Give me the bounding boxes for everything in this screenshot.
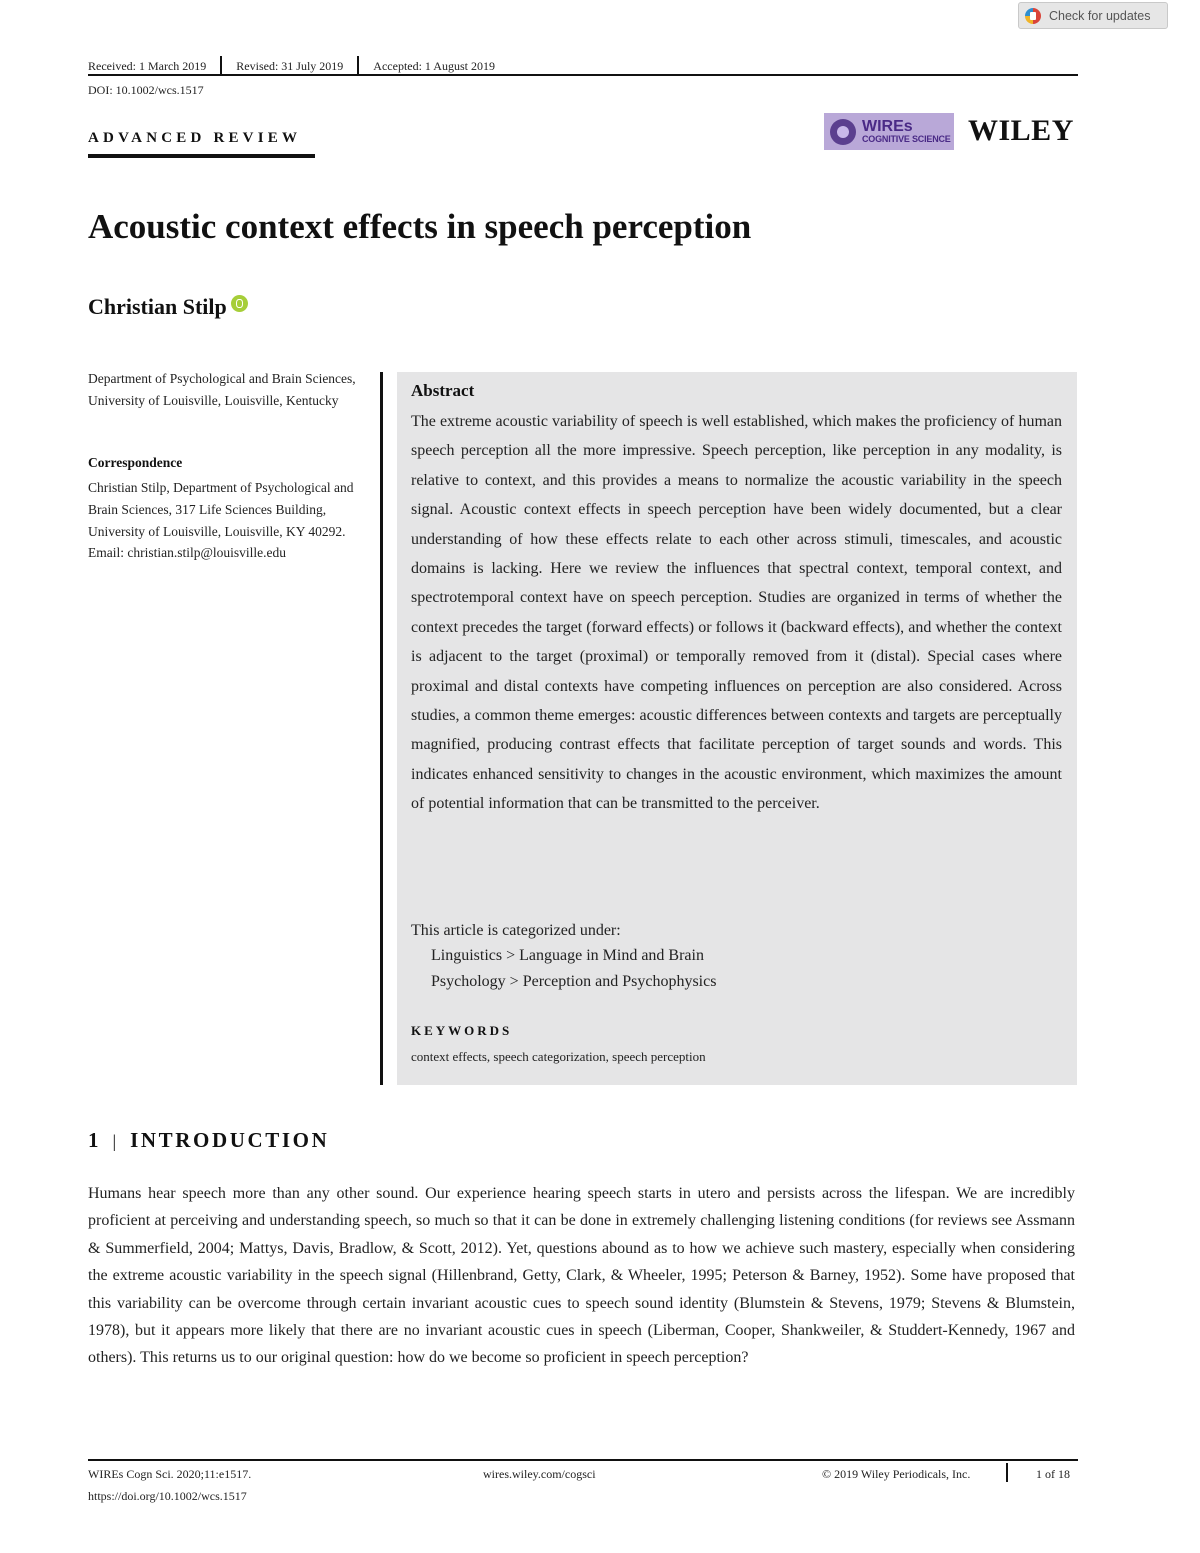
crossmark-icon [1025,8,1041,24]
section-number: 1 [88,1128,99,1152]
wires-logo-text: WIREs [862,118,913,135]
column-divider [380,372,383,1085]
wires-logo [824,113,954,150]
date-separator [357,56,359,76]
article-title: Acoustic context effects in speech perception [88,207,752,246]
page-number: 1 of 18 [1036,1467,1070,1481]
wires-emblem-icon [830,119,856,145]
correspondence-heading: Correspondence [88,455,183,470]
correspondence [88,477,378,564]
abstract-text: The extreme acoustic variability of speech is well established, which makes the proficiency of human speech perception all the more impressive. Speech perception, like perception in any modality, is relative to context, and this provides a means to normalize the acoustic variability in the speech signal. Acoustic context effects in speech perception have been widely documented, but a clear understanding of how these effects relate to each other across stimuli, timescales, and acoustic domains is lacking. Here we review the influences that spectral context, temporal context, and spectrotemporal context have on speech perception. Studies are organized in terms of whether the context precedes the target (forward effects) or follows it (backward effects), and whether the context is adjacent to the target (proximal) or temporally removed from it (distal). Special cases where proximal and distal contexts have competing influences on perception are also considered. Across studies, a common theme emerges: acoustic differences between contexts and targets are perceptually magnified, producing contrast effects that facilitate perception of target sounds and words. This indicates enhanced sensitivity to changes in the acoustic environment, which maximizes the amount of potential information that can be transmitted to the perceiver. [411,413,1062,813]
section-title: INTRODUCTION [130,1128,330,1152]
category-item[interactable]: Psychology > Perception and Psychophysics [431,973,717,990]
date-separator [220,56,222,76]
article-type-underline [88,154,315,158]
orcid-icon[interactable] [231,295,248,312]
footer-separator [1006,1463,1008,1482]
revised-date: Revised: 31 July 2019 [236,58,344,73]
keywords: context effects, speech categorization, speech perception [411,1049,706,1064]
section-separator: | [112,1131,117,1151]
received-date: Received: 1 March 2019 [88,58,207,73]
check-for-updates-label: Check for updates [1049,8,1151,23]
footer-doi-link[interactable]: https://doi.org/10.1002/wcs.1517 [88,1489,247,1503]
category-item[interactable]: Linguistics > Language in Mind and Brain [431,947,704,964]
section-heading [88,1128,329,1153]
footer-citation: WIREs Cogn Sci. 2020;11:e1517. [88,1467,252,1481]
author-name: Christian Stilp [88,294,227,319]
author [88,294,248,320]
header-rule [88,74,1078,76]
footer-rule [88,1459,1078,1461]
footer-copyright: © 2019 Wiley Periodicals, Inc. [822,1467,971,1481]
doi[interactable]: DOI: 10.1002/wcs.1517 [88,83,204,97]
correspondence-email[interactable]: Email: christian.stilp@louisville.edu [88,545,287,561]
keywords-heading: KEYWORDS [411,1023,513,1038]
introduction-paragraph: Humans hear speech more than any other sound. Our experience hearing speech starts in utero and persists across the lifespan. We are incredibly proficient at perceiving and understanding speech, so much so that it can be done in extremely challenging listening conditions (for reviews see Assmann & Summerfield, 2004; Mattys, Davis, Bradlow, & Scott, 2012). Yet, questions abound as to how we achieve such mastery, especially when considering the extreme acoustic variability in the speech signal (Hillenbrand, Getty, Clark, & Wheeler, 1995; Peterson & Barney, 1952). Some have proposed that this variability can be overcome through certain invariant acoustic cues to speech sound identity (Blumstein & Stevens, 1979; Stevens & Blumstein, 1978), but it appears more likely that there are no invariant acoustic cues in speech (Liberman, Cooper, Shankweiler, & Studdert-Kennedy, 1967 and others). This returns us to our original question: how do we become so proficient in speech perception? [88,1185,1075,1367]
correspondence-address: Christian Stilp, Department of Psychological and Brain Sciences, 317 Life Sciences Building, University of Louisville, Louisville, KY 40292. [88,480,354,539]
abstract-heading: Abstract [411,381,475,400]
check-for-updates-button[interactable] [1018,2,1168,29]
categorized-heading: This article is categorized under: [411,922,621,939]
accepted-date: Accepted: 1 August 2019 [373,58,495,73]
affiliation: Department of Psychological and Brain Sciences, University of Louisville, Louisville, Kentucky [88,371,356,408]
wiley-logo: WILEY [968,114,1074,147]
article-type: ADVANCED REVIEW [88,130,302,146]
article-dates [88,56,495,76]
wires-logo-subtext: COGNITIVE SCIENCE [862,134,951,144]
footer-site-link[interactable]: wires.wiley.com/cogsci [483,1467,596,1481]
